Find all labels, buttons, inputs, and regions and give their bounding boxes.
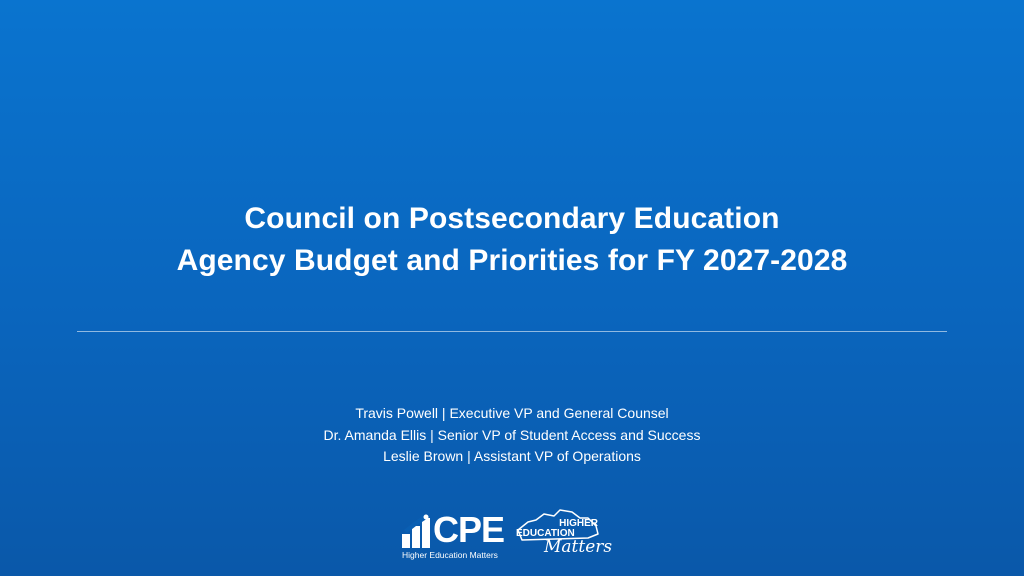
cpe-wordmark: CPE (433, 509, 505, 550)
divider (77, 331, 947, 332)
logo-group (402, 508, 613, 566)
presenter-3: Leslie Brown | Assistant VP of Operations (383, 448, 641, 464)
hem-line-1: HIGHER (559, 518, 598, 529)
presenter-list (0, 403, 1024, 468)
cpe-tagline: Higher Education Matters (402, 550, 498, 560)
slide-title-line-2: Agency Budget and Priorities for FY 2027-2028 (176, 244, 848, 277)
cpe-mark-icon (402, 514, 432, 548)
presenter-1: Travis Powell | Executive VP and General Counsel (355, 405, 669, 421)
cpe-logo (402, 508, 510, 562)
slide-title (0, 198, 1024, 282)
hem-line-3: Matters (544, 537, 613, 557)
hem-line-2: EDUCATION (516, 528, 575, 539)
higher-education-matters-logo (514, 508, 613, 564)
slide-title-line-1: Council on Postsecondary Education (244, 202, 780, 235)
presenter-2: Dr. Amanda Ellis | Senior VP of Student Access and Success (323, 426, 701, 443)
